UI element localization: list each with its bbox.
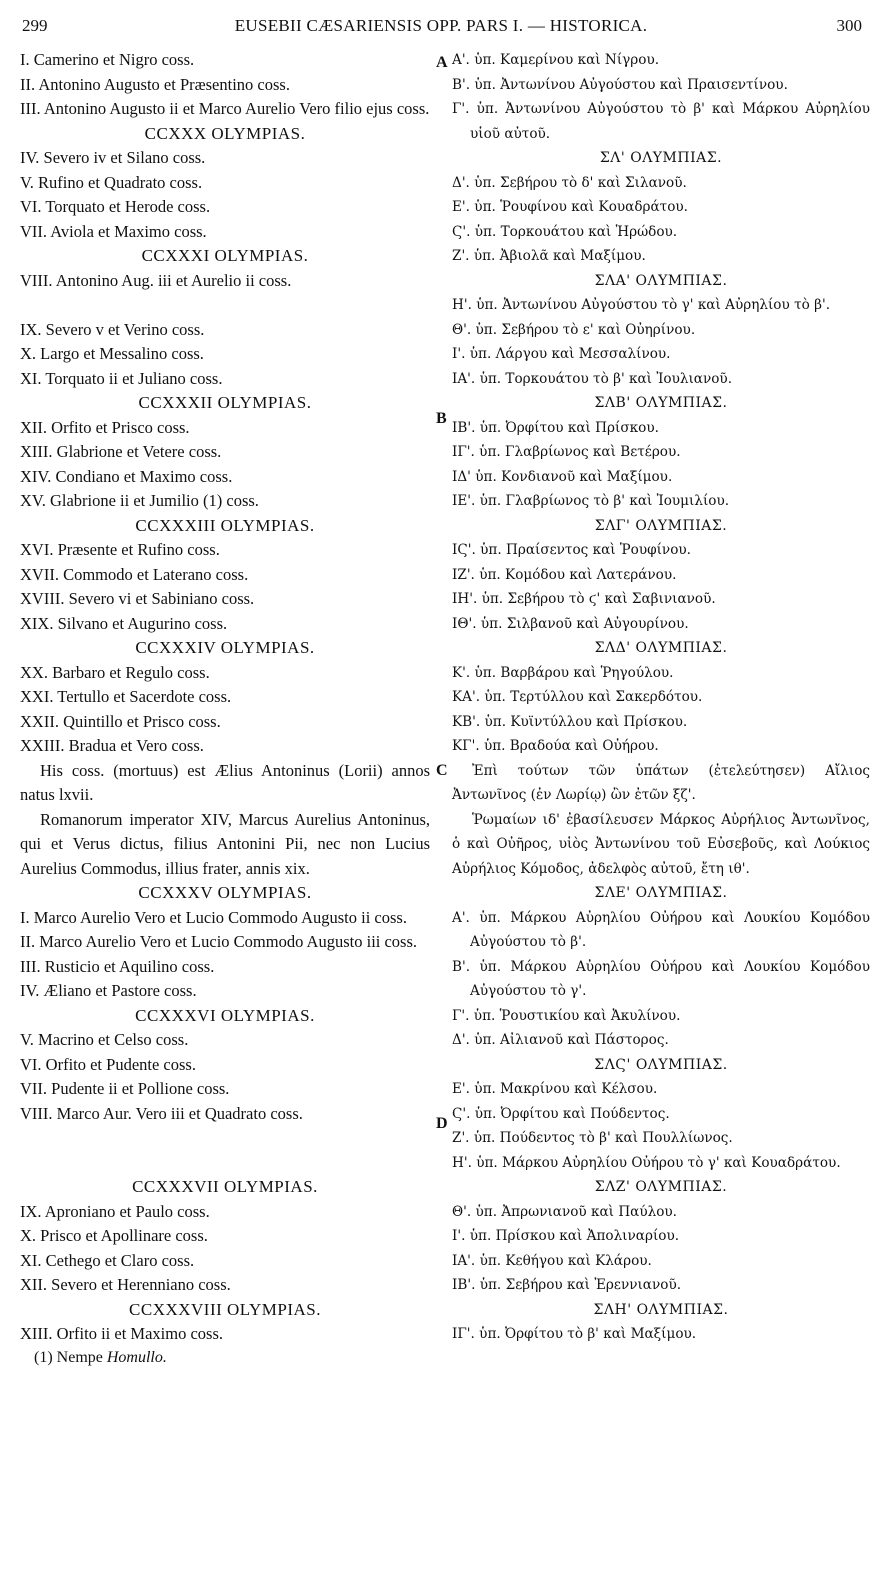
olympiad-heading: ΣΛΔ' ΟΛΥΜΠΙΑΣ. (594, 640, 728, 656)
consul-entry: VIII. Antonino Aug. iii et Aurelio ii coss. (20, 270, 292, 290)
consul-entry: Η'. ὑπ. Μάρκου Αὐρηλίου Οὐήρου τὸ γ' καὶ Κουαδράτου. (452, 1154, 841, 1171)
olympiad-heading: CCXXXVIII OLYMPIAS. (129, 1299, 321, 1319)
consul-entry: VII. Pudente ii et Pollione coss. (20, 1079, 230, 1098)
consul-entry: XXII. Quintillo et Prisco coss. (20, 711, 221, 731)
consul-entry: XI. Cethego et Claro coss. (20, 1250, 195, 1270)
consul-entry: V. Macrino et Celso coss. (20, 1030, 189, 1049)
consul-entry: ΚΓ'. ὑπ. Βραδούα καὶ Οὐήρου. (452, 738, 659, 754)
consul-entry: Γ'. ὑπ. Ῥουστικίου καὶ Ἀκυλίνου. (452, 1007, 681, 1024)
consul-entry: Η'. ὑπ. Ἀντωνίνου Αὐγούστου τὸ γ' καὶ Αὐρηλίου τὸ β'. (452, 297, 831, 313)
latin-column (20, 48, 430, 1367)
consul-entry: ΙΒ'. ὑπ. Ὀρφίτου καὶ Πρίσκου. (452, 419, 659, 436)
consul-entry: Α'. ὑπ. Καμερίνου καὶ Νίγρου. (452, 52, 660, 68)
consul-entry: XXI. Tertullo et Sacerdote coss. (20, 687, 232, 706)
consul-entry: Δ'. ὑπ. Αἰλιανοῦ καὶ Πάστορος. (452, 1032, 669, 1048)
consul-entry: V. Rufino et Quadrato coss. (20, 172, 203, 192)
consul-entry: Θ'. ὑπ. Ἀπρωνιανοῦ καὶ Παύλου. (452, 1203, 678, 1220)
olympiad-heading: ΣΛΓ' ΟΛΥΜΠΙΑΣ. (594, 517, 728, 534)
consul-entry: Δ'. ὑπ. Σεβήρου τὸ δ' καὶ Σιλανοῦ. (452, 174, 687, 191)
consul-entry: III. Rusticio et Aquilino coss. (20, 956, 215, 976)
olympiad-heading: CCXXXV OLYMPIAS. (138, 883, 312, 902)
consul-entry: IV. Severo iv et Silano coss. (20, 148, 206, 167)
consul-entry: VI. Torquato et Herode coss. (20, 197, 211, 216)
consul-entry: IV. Æliano et Pastore coss. (20, 981, 197, 1000)
olympiad-heading: CCXXXIV OLYMPIAS. (135, 638, 315, 657)
consul-entry: XIV. Condiano et Maximo coss. (20, 466, 233, 486)
olympiad-heading: CCXXXI OLYMPIAS. (141, 246, 309, 265)
consul-entry: II. Marco Aurelio Vero et Lucio Commodo Augusto iii coss. (20, 932, 418, 951)
consul-entry: IX. Aproniano et Paulo coss. (20, 1201, 210, 1221)
olympiad-heading: ΣΛΖ' ΟΛΥΜΠΙΑΣ. (594, 1179, 728, 1195)
consul-entry: ΙΔ' ὑπ. Κονδιανοῦ καὶ Μαξίμου. (452, 468, 673, 485)
running-header (0, 10, 882, 40)
page-number-left: 299 (22, 16, 48, 35)
consul-entry: Ϛ'. ὑπ. Ὀρφίτου καὶ Πούδεντος. (452, 1105, 670, 1122)
page-number-right: 300 (836, 16, 862, 35)
consul-entry: Κ'. ὑπ. Βαρβάρου καὶ Ῥηγούλου. (452, 664, 674, 681)
consul-entry: XI. Torquato ii et Juliano coss. (20, 368, 223, 388)
consul-entry: ΚΑ'. ὑπ. Τερτύλλου καὶ Σακερδότου. (452, 689, 703, 705)
consul-entry: Ϛ'. ὑπ. Τορκουάτου καὶ Ἡρώδου. (452, 223, 678, 240)
consul-entry: VII. Aviola et Maximo coss. (20, 221, 207, 241)
consul-entry: Α'. ὑπ. Μάρκου Αὐρηλίου Οὐήρου καὶ Λουκίου Κομόδου Αὐγούστου τὸ β'. (452, 909, 870, 950)
consul-entry: ΚΒ'. ὑπ. Κυϊντύλλου καὶ Πρίσκου. (452, 713, 688, 730)
margin-marker-d: D (436, 1115, 448, 1132)
consul-entry: Β'. ὑπ. Ἀντωνίνου Αὐγούστου καὶ Πραισεντίνου. (452, 76, 788, 93)
consul-entry: III. Antonino Augusto ii et Marco Aurelio Vero filio ejus coss. (20, 99, 430, 118)
consul-entry: Ε'. ὑπ. Μακρίνου καὶ Κέλσου. (452, 1081, 658, 1097)
consul-entry: XII. Orfito et Prisco coss. (20, 417, 190, 437)
consul-entry: X. Prisco et Apollinare coss. (20, 1226, 208, 1245)
consul-entry: ΙΖ'. ὑπ. Κομόδου καὶ Λατεράνου. (452, 566, 677, 583)
page-title: EUSEBII CÆSARIENSIS OPP. PARS I. — HISTORICA. (234, 16, 648, 35)
consul-entry: X. Largo et Messalino coss. (20, 344, 204, 363)
consul-entry: ΙΓ'. ὑπ. Γλαβρίωνος καὶ Βετέρου. (452, 444, 681, 460)
consul-entry: ΙΓ'. ὑπ. Ὀρφίτου τὸ β' καὶ Μαξίμου. (452, 1326, 697, 1342)
olympiad-heading: CCXXX OLYMPIAS. (144, 123, 306, 143)
consul-entry: XIII. Orfito ii et Maximo coss. (20, 1324, 224, 1343)
consul-entry: ΙΑ'. ὑπ. Τορκουάτου τὸ β' καὶ Ἰουλιανοῦ. (452, 370, 733, 387)
greek-column (452, 48, 870, 1347)
olympiad-heading: ΣΛΑ' ΟΛΥΜΠΙΑΣ. (594, 272, 728, 289)
consul-entry: XVIII. Severo vi et Sabiniano coss. (20, 589, 255, 608)
olympiad-heading: ΣΛ' ΟΛΥΜΠΙΑΣ. (599, 150, 723, 166)
olympiad-heading: CCXXXII OLYMPIAS. (138, 393, 312, 412)
olympiad-heading: ΣΛΒ' ΟΛΥΜΠΙΑΣ. (594, 395, 728, 411)
margin-marker-c: C (436, 762, 448, 779)
death-note: Ἐπὶ τούτων τῶν ὑπάτων (ἐτελεύτησεν) Αἴλιος Ἀντωνῖνος (ἐν Λωρίῳ) ὢν ἐτῶν ξζ'. (452, 762, 870, 803)
olympiad-heading: ΣΛΕ' ΟΛΥΜΠΙΑΣ. (594, 885, 728, 901)
consul-entry: ΙΑ'. ὑπ. Κεθήγου καὶ Κλάρου. (452, 1252, 652, 1269)
footnote-name: Homullo. (106, 1348, 167, 1366)
consul-entry: XII. Severo et Herenniano coss. (20, 1275, 231, 1294)
olympiad-heading: CCXXXIII OLYMPIAS. (135, 515, 315, 535)
consul-entry: VIII. Marco Aur. Vero iii et Quadrato coss. (20, 1103, 303, 1123)
death-note: His coss. (mortuus) est Ælius Antoninus (Lorii) annos natus lxvii. (20, 760, 430, 804)
consul-entry: I. Camerino et Nigro coss. (20, 50, 195, 69)
olympiad-heading: ΣΛΗ' ΟΛΥΜΠΙΑΣ. (593, 1301, 729, 1318)
consul-entry: IX. Severo v et Verino coss. (20, 319, 205, 339)
margin-marker-b: B (436, 410, 447, 427)
emperor-note: Ῥωμαίων ιδ' ἐβασίλευσεν Μάρκος Αὐρήλιος Ἀντωνῖνος, ὁ καὶ Οὐῆρος, υἱὸς Ἀντωνίνου τοῦ Εὐσεβοῦς, καὶ Λούκιος Αὐρήλιος Κόμοδος, ἀδελφὸς αὐτοῦ, ἔτη ιθ'. (452, 811, 870, 877)
consul-entry: Ι'. ὑπ. Λάργου καὶ Μεσσαλίνου. (452, 346, 671, 362)
consul-entry: XXIII. Bradua et Vero coss. (20, 736, 204, 755)
margin-marker-a: A (436, 54, 448, 71)
consul-entry: Ι'. ὑπ. Πρίσκου καὶ Ἀπολιναρίου. (452, 1228, 680, 1244)
olympiad-heading: CCXXXVII OLYMPIAS. (132, 1177, 318, 1196)
consul-entry: I. Marco Aurelio Vero et Lucio Commodo Augusto ii coss. (20, 907, 407, 927)
consul-entry: Ζ'. ὑπ. Πούδεντος τὸ β' καὶ Πουλλίωνος. (452, 1130, 733, 1146)
consul-entry: ΙΘ'. ὑπ. Σιλβανοῦ καὶ Αὐγουρίνου. (452, 615, 689, 632)
consul-entry: Ε'. ὑπ. Ῥουφίνου καὶ Κουαδράτου. (452, 199, 688, 215)
consul-entry: XIII. Glabrione et Vetere coss. (20, 442, 222, 461)
olympiad-heading: CCXXXVI OLYMPIAS. (135, 1005, 315, 1025)
consul-entry: ΙΒ'. ὑπ. Σεβήρου καὶ Ἐρεννιανοῦ. (452, 1277, 682, 1293)
consul-entry: ΙϚ'. ὑπ. Πραίσεντος καὶ Ῥουφίνου. (452, 542, 691, 558)
consul-entry: Ζ'. ὑπ. Ἀβιολᾶ καὶ Μαξίμου. (452, 248, 646, 264)
consul-entry: ΙΕ'. ὑπ. Γλαβρίωνος τὸ β' καὶ Ἰουμιλίου. (452, 493, 730, 509)
footnote (20, 1349, 430, 1367)
consul-entry: XVII. Commodo et Laterano coss. (20, 564, 249, 584)
consul-entry: XVI. Præsente et Rufino coss. (20, 540, 220, 559)
consul-entry: XX. Barbaro et Regulo coss. (20, 662, 210, 682)
emperor-note: Romanorum imperator XIV, Marcus Aurelius Antoninus, qui et Verus dictus, filius Antonini Pii, nec non Lucius Aurelius Commodus, illius frater, annis xix. (20, 809, 430, 878)
consul-entry: XIX. Silvano et Augurino coss. (20, 613, 228, 633)
consul-entry: Γ'. ὑπ. Ἀντωνίνου Αὐγούστου τὸ β' καὶ Μάρκου Αὐρηλίου υἱοῦ αὐτοῦ. (452, 101, 870, 142)
consul-entry: ΙΗ'. ὑπ. Σεβήρου τὸ ϛ' καὶ Σαβινιανοῦ. (452, 591, 716, 607)
footnote-text: (1) Nempe (34, 1348, 107, 1366)
consul-entry: XV. Glabrione ii et Jumilio (1) coss. (20, 491, 259, 510)
olympiad-heading: ΣΛϚ' ΟΛΥΜΠΙΑΣ. (594, 1056, 728, 1073)
consul-entry: Θ'. ὑπ. Σεβήρου τὸ ε' καὶ Οὐηρίνου. (452, 321, 696, 338)
consul-entry: Β'. ὑπ. Μάρκου Αὐρηλίου Οὐήρου καὶ Λουκίου Κομόδου Αὐγούστου τὸ γ'. (452, 958, 870, 999)
consul-entry: II. Antonino Augusto et Præsentino coss. (20, 74, 290, 94)
consul-entry: VI. Orfito et Pudente coss. (20, 1054, 196, 1074)
